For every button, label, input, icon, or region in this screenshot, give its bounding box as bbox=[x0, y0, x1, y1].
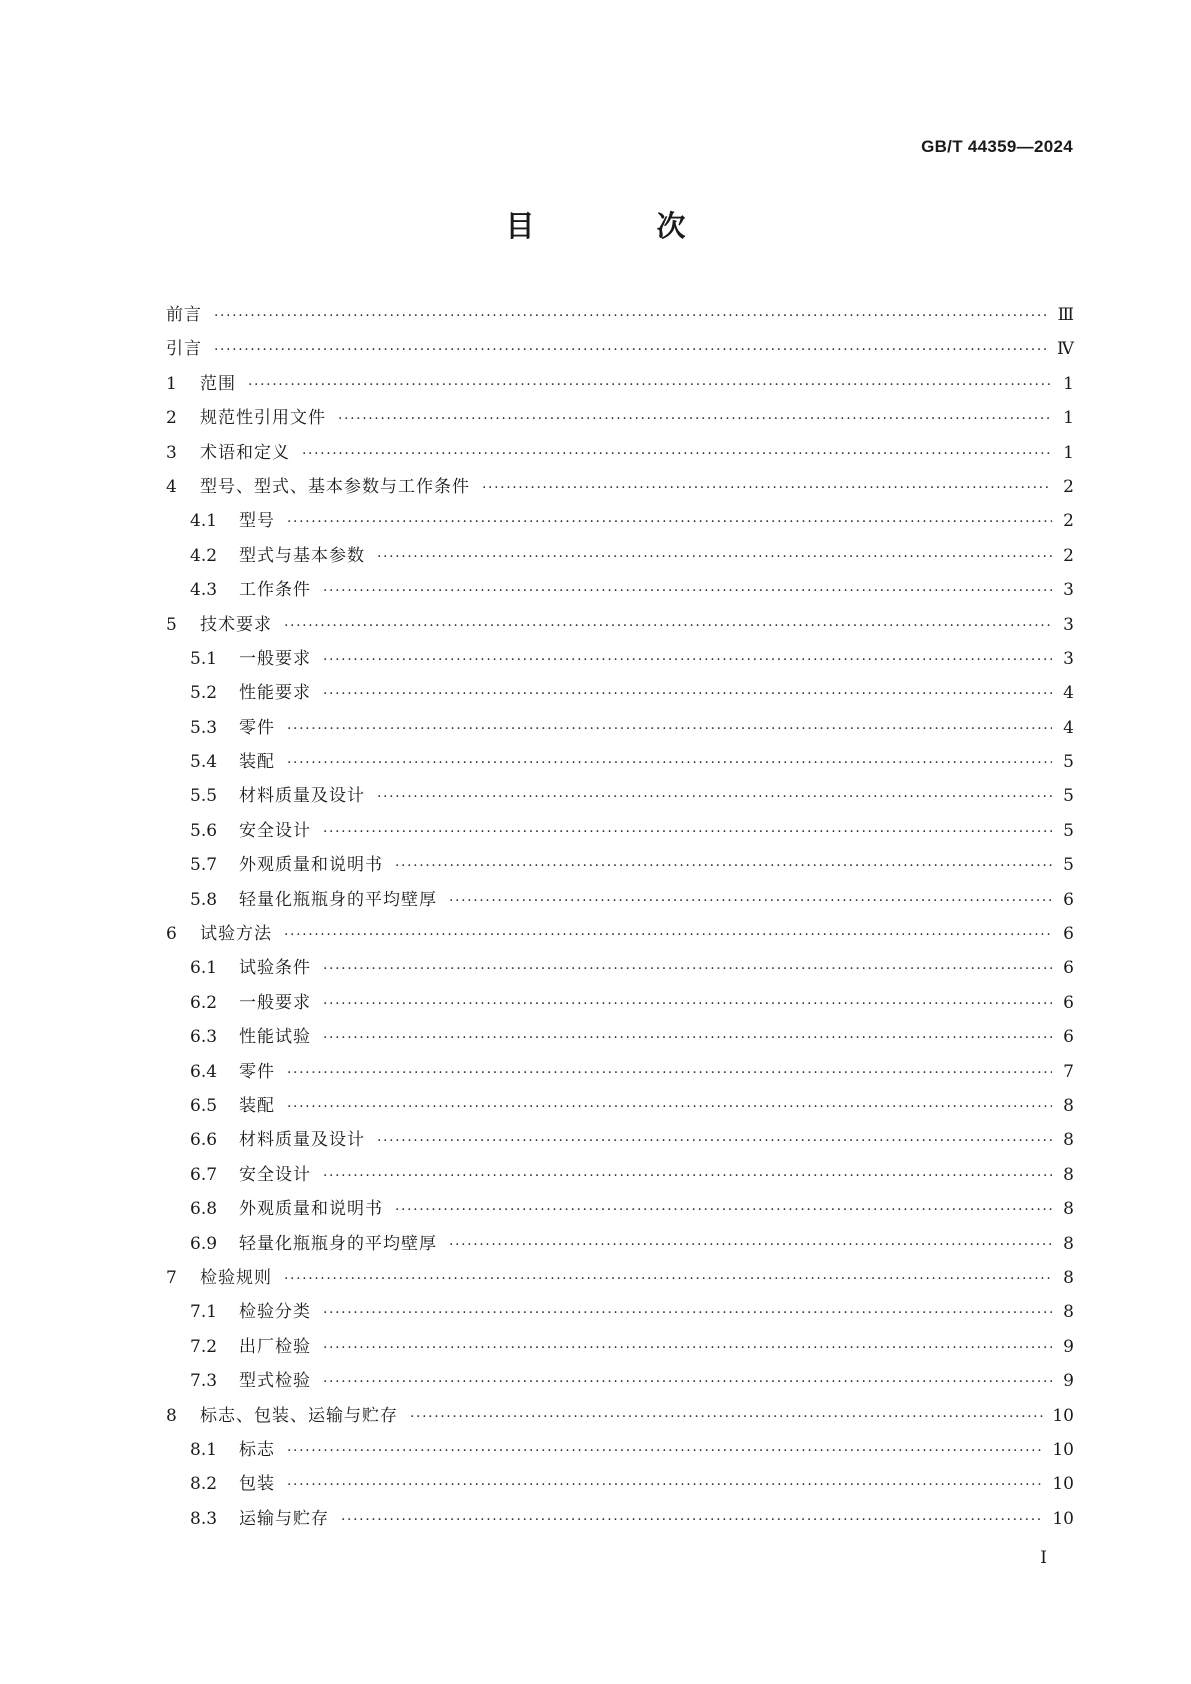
toc-entry-number: 5.7 bbox=[190, 855, 218, 876]
toc-entry[interactable] bbox=[166, 917, 1074, 951]
toc-entry-number: 5 bbox=[166, 614, 177, 635]
toc-entry-number: 3 bbox=[166, 442, 177, 463]
toc-entry[interactable] bbox=[166, 608, 1074, 642]
toc-entry[interactable] bbox=[166, 1158, 1074, 1192]
toc-entry-number: 5.5 bbox=[190, 786, 218, 807]
toc-entry-number: 7.2 bbox=[190, 1336, 218, 1357]
toc-dot-leader bbox=[323, 1159, 1052, 1193]
toc-entry[interactable] bbox=[166, 951, 1074, 985]
toc-entry-page: Ⅳ bbox=[1057, 339, 1074, 360]
toc-dot-leader bbox=[323, 1331, 1052, 1365]
toc-dot-leader bbox=[395, 1193, 1052, 1227]
toc-entry-title: 型号 bbox=[239, 511, 275, 532]
toc-entry-title: 外观质量和说明书 bbox=[239, 855, 383, 876]
toc-entry-page: 10 bbox=[1052, 1474, 1074, 1495]
toc-entry[interactable] bbox=[166, 367, 1074, 401]
toc-entry-title: 一般要求 bbox=[239, 992, 311, 1013]
toc-entry[interactable] bbox=[166, 504, 1074, 538]
toc-entry-page: Ⅲ bbox=[1057, 305, 1074, 325]
toc-entry-page: 7 bbox=[1063, 1061, 1074, 1082]
toc-entry-number: 7 bbox=[166, 1267, 177, 1288]
toc-entry-title: 零件 bbox=[239, 717, 275, 738]
toc-entry-title: 性能要求 bbox=[239, 683, 311, 704]
toc-entry-number: 4.2 bbox=[190, 545, 218, 566]
toc-entry-title: 试验方法 bbox=[200, 924, 272, 945]
toc-entry-page: 4 bbox=[1063, 717, 1074, 738]
toc-entry-page: 3 bbox=[1063, 580, 1074, 601]
toc-entry-title: 出厂检验 bbox=[239, 1336, 311, 1357]
toc-entry-title: 标志 bbox=[239, 1439, 275, 1460]
toc-entry-page: 2 bbox=[1063, 476, 1074, 497]
toc-entry[interactable] bbox=[166, 711, 1074, 745]
toc-entry-title: 工作条件 bbox=[239, 580, 311, 601]
toc-dot-leader bbox=[323, 815, 1052, 849]
toc-entry-page: 8 bbox=[1063, 1130, 1074, 1151]
toc-entry-number: 8.2 bbox=[190, 1474, 218, 1495]
toc-entry-page: 2 bbox=[1063, 545, 1074, 566]
toc-entry-title: 标志、包装、运输与贮存 bbox=[200, 1405, 398, 1426]
page-number: I bbox=[1040, 1548, 1047, 1568]
toc-entry-number: 5.3 bbox=[190, 717, 218, 738]
toc-dot-leader bbox=[410, 1400, 1044, 1434]
toc-entry[interactable] bbox=[166, 470, 1074, 504]
toc-entry-page: 8 bbox=[1063, 1164, 1074, 1185]
toc-dot-leader bbox=[449, 1228, 1052, 1262]
toc-entry[interactable] bbox=[166, 332, 1074, 366]
toc-dot-leader bbox=[287, 1468, 1044, 1502]
toc-dot-leader bbox=[323, 987, 1052, 1021]
toc-entry-number: 6.7 bbox=[190, 1164, 218, 1185]
toc-entry-number: 6.2 bbox=[190, 992, 218, 1013]
toc-dot-leader bbox=[287, 1434, 1044, 1468]
toc-entry-title: 引言 bbox=[166, 339, 202, 360]
toc-entry-page: 10 bbox=[1052, 1405, 1074, 1426]
toc-entry-page: 9 bbox=[1063, 1371, 1074, 1392]
toc-entry-title: 范围 bbox=[200, 373, 236, 394]
toc-entry-page: 1 bbox=[1063, 408, 1074, 429]
toc-entry-page: 6 bbox=[1063, 1027, 1074, 1048]
toc-entry[interactable] bbox=[166, 1055, 1074, 1089]
toc-entry-page: 6 bbox=[1063, 958, 1074, 979]
toc-dot-leader bbox=[377, 780, 1052, 814]
toc-dot-leader bbox=[323, 952, 1052, 986]
toc-entry[interactable] bbox=[166, 676, 1074, 710]
toc-entry-number: 2 bbox=[166, 408, 177, 429]
toc-entry-title: 技术要求 bbox=[200, 614, 272, 635]
toc-entry[interactable] bbox=[166, 1123, 1074, 1157]
toc-entry-title: 术语和定义 bbox=[200, 442, 290, 463]
toc-entry-title: 性能试验 bbox=[239, 1027, 311, 1048]
toc-entry[interactable] bbox=[166, 1089, 1074, 1123]
toc-dot-leader bbox=[482, 471, 1052, 505]
toc-dot-leader bbox=[284, 918, 1052, 952]
toc-entry-number: 5.4 bbox=[190, 752, 218, 773]
toc-entry-title: 检验规则 bbox=[200, 1267, 272, 1288]
toc-entry-number: 6.8 bbox=[190, 1199, 218, 1220]
toc-entry[interactable] bbox=[166, 1399, 1074, 1433]
toc-dot-leader bbox=[323, 1296, 1052, 1330]
toc-entry-page: 8 bbox=[1063, 1233, 1074, 1254]
toc-dot-leader bbox=[284, 609, 1052, 643]
toc-entry-title: 材料质量及设计 bbox=[239, 786, 365, 807]
toc-entry-page: 3 bbox=[1063, 648, 1074, 669]
toc-entry-page: 5 bbox=[1063, 752, 1074, 773]
toc-entry[interactable] bbox=[166, 986, 1074, 1020]
toc-entry-number: 6.5 bbox=[190, 1095, 218, 1116]
toc-entry-page: 4 bbox=[1063, 683, 1074, 704]
toc-dot-leader bbox=[287, 746, 1052, 780]
toc-entry-page: 5 bbox=[1063, 786, 1074, 807]
toc-entry-title: 型号、型式、基本参数与工作条件 bbox=[200, 476, 470, 497]
toc-entry-title: 安全设计 bbox=[239, 1164, 311, 1185]
toc-entry-page: 6 bbox=[1063, 924, 1074, 945]
toc-dot-leader bbox=[287, 1056, 1052, 1090]
toc-entry-title: 一般要求 bbox=[239, 648, 311, 669]
toc-entry[interactable] bbox=[166, 1433, 1074, 1467]
toc-entry-number: 6.3 bbox=[190, 1027, 218, 1048]
toc-entry-title: 规范性引用文件 bbox=[200, 408, 326, 429]
toc-entry-page: 8 bbox=[1063, 1199, 1074, 1220]
toc-entry-page: 10 bbox=[1052, 1508, 1074, 1529]
toc-dot-leader bbox=[214, 299, 1050, 333]
toc-entry-number: 1 bbox=[166, 373, 177, 394]
toc-entry-number: 4.1 bbox=[190, 511, 218, 532]
table-of-contents bbox=[166, 298, 1074, 1536]
toc-entry-title: 前言 bbox=[166, 305, 202, 325]
toc-entry-number: 6.4 bbox=[190, 1061, 218, 1082]
toc-dot-leader bbox=[287, 505, 1052, 539]
toc-dot-leader bbox=[449, 884, 1052, 918]
toc-entry-page: 1 bbox=[1063, 442, 1074, 463]
toc-entry[interactable] bbox=[166, 1020, 1074, 1054]
toc-entry-page: 2 bbox=[1063, 511, 1074, 532]
toc-entry-title: 轻量化瓶瓶身的平均壁厚 bbox=[239, 889, 437, 910]
toc-entry[interactable] bbox=[166, 1261, 1074, 1295]
toc-entry[interactable] bbox=[166, 1364, 1074, 1398]
toc-entry-title: 包装 bbox=[239, 1474, 275, 1495]
toc-entry-title: 检验分类 bbox=[239, 1302, 311, 1323]
toc-dot-leader bbox=[323, 643, 1052, 677]
toc-entry-number: 5.6 bbox=[190, 820, 218, 841]
toc-entry-page: 8 bbox=[1063, 1302, 1074, 1323]
toc-entry[interactable] bbox=[166, 745, 1074, 779]
toc-dot-leader bbox=[248, 368, 1052, 402]
toc-entry-title: 轻量化瓶瓶身的平均壁厚 bbox=[239, 1233, 437, 1254]
toc-entry-title: 型式检验 bbox=[239, 1371, 311, 1392]
toc-entry-number: 8 bbox=[166, 1405, 177, 1426]
toc-entry[interactable] bbox=[166, 1330, 1074, 1364]
toc-entry[interactable] bbox=[166, 573, 1074, 607]
toc-entry-number: 5.8 bbox=[190, 889, 218, 910]
standard-code: GB/T 44359—2024 bbox=[921, 137, 1073, 156]
page-title: 目 次 bbox=[505, 209, 742, 243]
toc-entry-number: 5.2 bbox=[190, 683, 218, 704]
toc-dot-leader bbox=[302, 437, 1052, 471]
toc-entry-page: 6 bbox=[1063, 992, 1074, 1013]
toc-entry-page: 10 bbox=[1052, 1439, 1074, 1460]
toc-entry-page: 9 bbox=[1063, 1336, 1074, 1357]
toc-entry-number: 7.3 bbox=[190, 1371, 218, 1392]
toc-entry-page: 3 bbox=[1063, 614, 1074, 635]
toc-dot-leader bbox=[341, 1503, 1044, 1537]
toc-dot-leader bbox=[323, 677, 1052, 711]
toc-entry-number: 7.1 bbox=[190, 1302, 218, 1323]
toc-entry-number: 8.3 bbox=[190, 1508, 218, 1529]
toc-entry-number: 8.1 bbox=[190, 1439, 218, 1460]
toc-entry-number: 6.1 bbox=[190, 958, 218, 979]
toc-entry-page: 8 bbox=[1063, 1095, 1074, 1116]
toc-entry[interactable] bbox=[166, 298, 1074, 332]
toc-entry-number: 4 bbox=[166, 476, 177, 497]
toc-entry[interactable] bbox=[166, 401, 1074, 435]
toc-entry[interactable] bbox=[166, 1227, 1074, 1261]
toc-entry-page: 8 bbox=[1063, 1267, 1074, 1288]
toc-entry[interactable] bbox=[166, 539, 1074, 573]
toc-entry-title: 装配 bbox=[239, 752, 275, 773]
toc-entry[interactable] bbox=[166, 814, 1074, 848]
toc-entry-number: 4.3 bbox=[190, 580, 218, 601]
toc-entry[interactable] bbox=[166, 779, 1074, 813]
toc-dot-leader bbox=[323, 574, 1052, 608]
toc-dot-leader bbox=[323, 1365, 1052, 1399]
toc-dot-leader bbox=[323, 1021, 1052, 1055]
toc-dot-leader bbox=[214, 333, 1049, 367]
toc-entry[interactable] bbox=[166, 848, 1074, 882]
toc-entry[interactable] bbox=[166, 1467, 1074, 1501]
toc-entry-title: 外观质量和说明书 bbox=[239, 1199, 383, 1220]
toc-dot-leader bbox=[338, 402, 1052, 436]
toc-entry-page: 1 bbox=[1063, 373, 1074, 394]
toc-entry[interactable] bbox=[166, 1295, 1074, 1329]
toc-entry[interactable] bbox=[166, 436, 1074, 470]
toc-dot-leader bbox=[395, 849, 1052, 883]
toc-entry-title: 装配 bbox=[239, 1095, 275, 1116]
toc-entry-page: 6 bbox=[1063, 889, 1074, 910]
toc-entry-number: 6.6 bbox=[190, 1130, 218, 1151]
toc-entry-title: 零件 bbox=[239, 1061, 275, 1082]
toc-entry-title: 型式与基本参数 bbox=[239, 545, 365, 566]
toc-entry-title: 试验条件 bbox=[239, 958, 311, 979]
toc-dot-leader bbox=[284, 1262, 1052, 1296]
toc-dot-leader bbox=[287, 712, 1052, 746]
toc-entry-page: 5 bbox=[1063, 855, 1074, 876]
toc-entry-number: 5.1 bbox=[190, 648, 218, 669]
toc-entry-title: 安全设计 bbox=[239, 820, 311, 841]
toc-entry[interactable] bbox=[166, 1502, 1074, 1536]
toc-dot-leader bbox=[287, 1090, 1052, 1124]
toc-entry-title: 材料质量及设计 bbox=[239, 1130, 365, 1151]
toc-entry-page: 5 bbox=[1063, 820, 1074, 841]
toc-dot-leader bbox=[377, 1124, 1052, 1158]
toc-entry-number: 6 bbox=[166, 924, 177, 945]
toc-entry[interactable] bbox=[166, 883, 1074, 917]
toc-entry-number: 6.9 bbox=[190, 1233, 218, 1254]
toc-entry[interactable] bbox=[166, 642, 1074, 676]
toc-entry-title: 运输与贮存 bbox=[239, 1508, 329, 1529]
toc-entry[interactable] bbox=[166, 1192, 1074, 1226]
toc-dot-leader bbox=[377, 540, 1052, 574]
